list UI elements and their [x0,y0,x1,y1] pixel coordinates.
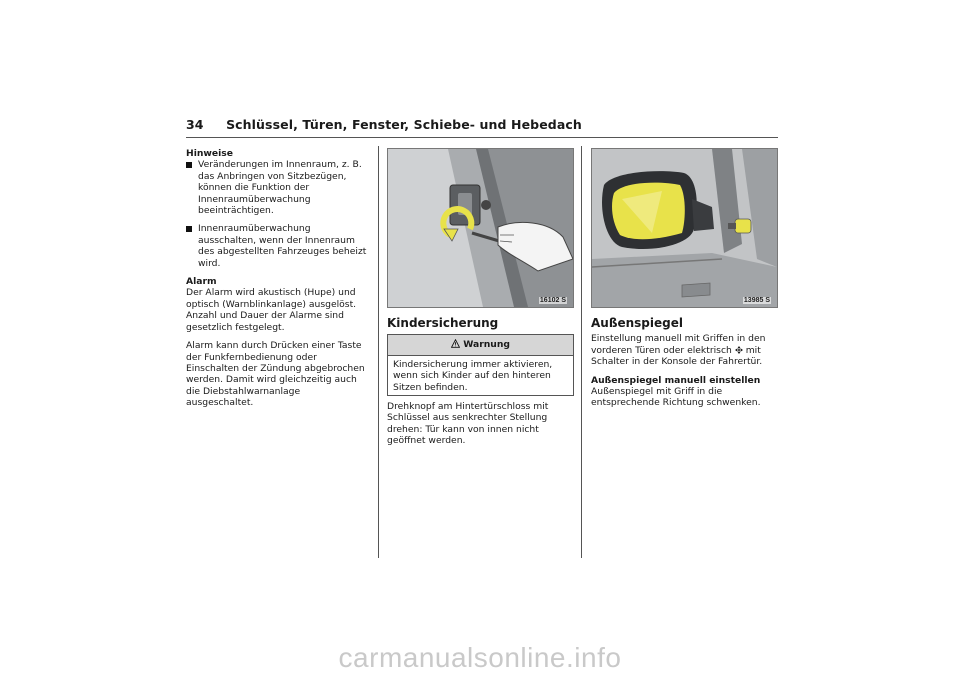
left-column [186,148,368,416]
mirror-adjust-icon [735,346,743,354]
child-lock-instruction: Drehknopf am Hintertürschloss mit Schlüssel aus senkrechter Stellung drehen: Tür kann von innen nicht geöffnet werden. [387,401,549,447]
chapter-title: Schlüssel, Türen, Fenster, Schiebe- und Hebedach [226,117,582,132]
list-item-text: Innenraumüberwachung ausschalten, wenn der Innenraum des abgestellten Fahrzeuges beheizt wird. [198,223,367,269]
page-number: 34 [186,117,204,132]
middle-body [387,401,575,454]
bullet-square-icon [186,162,192,168]
list-item [186,159,368,216]
watermark: carmanualsonline.info [338,642,622,673]
page-header [186,117,582,132]
list-item [186,223,368,269]
mirror-intro-text-b: mit Schalter in der Konsole der Fahrertür. [591,344,763,368]
mirror-manual-text: Außenspiegel mit Griff in die entsprechende Richtung schwenken. [591,386,761,409]
warning-header [388,335,573,356]
figure-code: 13985 S [743,297,770,304]
mirror-intro-text-a: Einstellung manuell mit Griffen in den vorderen Türen oder elektrisch [591,333,766,356]
header-rule [186,137,778,138]
mirror-intro [591,333,781,367]
hinweise-heading: Hinweise [186,148,233,159]
section-title-aussenspiegel: Außenspiegel [591,316,683,330]
warning-triangle-icon [451,339,460,348]
mirror-illustration [592,149,777,307]
bullet-square-icon [186,226,192,232]
warning-box [387,334,574,396]
warning-text: Kindersicherung immer aktivieren, wenn sich Kinder auf den hinteren Sitzen befinden. [393,359,553,393]
mirror-figure [591,148,778,308]
list-item-text: Veränderungen im Innenraum, z. B. das Anbringen von Sitzbezügen, können die Funktion der Innenraumüberwachung beeinträchtigen. [198,159,362,217]
alarm-paragraph-2: Alarm kann durch Drücken einer Taste der Funkfernbedienung oder Einschalten der Zündung abgebrochen werden. Damit wird gleichzeitig auch die Diebstahlwarnanlage ausgeschaltet. [186,340,365,409]
child-lock-illustration [388,149,573,307]
alarm-heading: Alarm [186,276,217,288]
figure-code: 16102 S [539,297,566,304]
middle-column-heading [387,318,575,333]
right-column [591,318,781,416]
mirror-manual-heading: Außenspiegel manuell einstellen [591,374,761,386]
column-divider-right [581,146,582,558]
section-title-kindersicherung: Kindersicherung [387,316,499,330]
child-lock-figure [387,148,574,308]
alarm-paragraph-1: Der Alarm wird akustisch (Hupe) und optisch (Warnblinkanlage) ausgelöst. Anzahl und Dauer der Alarme sind gesetzlich festgelegt. [186,287,357,333]
column-divider-left [378,146,379,558]
warning-title: Warnung [463,339,510,350]
